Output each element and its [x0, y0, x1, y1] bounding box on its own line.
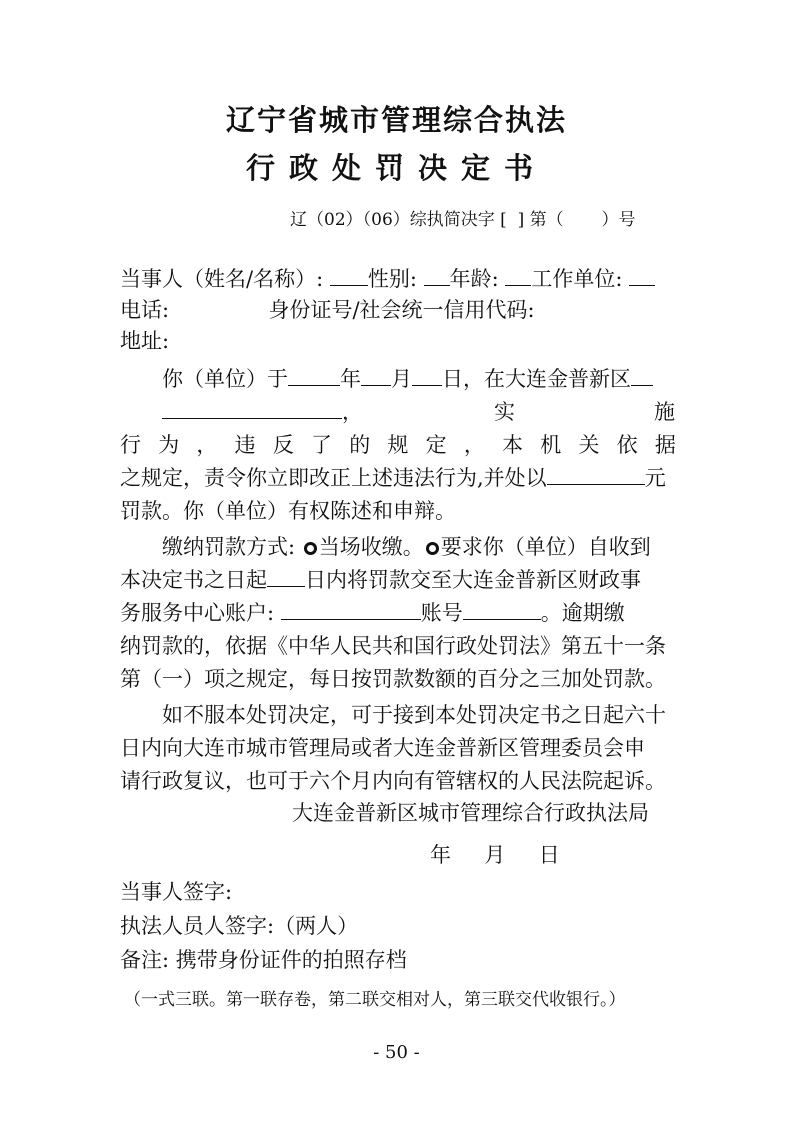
gender-field[interactable] [424, 284, 450, 286]
copies-note: （一式三联。第一联存卷，第二联交相对人，第三联交代收银行。） [124, 990, 626, 1010]
char: 的 [349, 433, 371, 457]
violation-line-4 [120, 463, 676, 495]
remark-line [120, 945, 676, 977]
text-you-unit: 你（单位）于 [162, 367, 288, 391]
party-name-field[interactable] [330, 284, 368, 286]
party-signature-label: 当事人签字: [120, 880, 233, 904]
party-name-label: 当事人（姓名/名称）: [120, 267, 324, 291]
document-title-line1: 辽宁省城市管理综合执法 [225, 103, 567, 137]
work-unit-field[interactable] [629, 284, 655, 286]
payment-line-3 [120, 598, 676, 630]
remark-text: 备注: 携带身份证件的拍照存档 [120, 948, 407, 972]
issuing-organization: 大连金普新区城市管理综合行政执法局 [292, 801, 649, 825]
text-pay-to: 日内将罚款交至大连金普新区财政事 [305, 568, 641, 592]
text-appeal-1: 如不服本处罚决定，可于接到本处罚决定书之日起六十 [162, 703, 666, 727]
char: 定 [425, 433, 447, 457]
text-day-location: 日，在大连金普新区 [442, 367, 631, 391]
age-label: 年龄: [449, 267, 499, 291]
text-from-date: 本决定书之日起 [120, 568, 267, 592]
month-field[interactable] [361, 384, 391, 386]
char: 本 [502, 433, 524, 457]
party-info-line [120, 264, 676, 296]
transfer-payment-radio[interactable] [426, 542, 439, 555]
onsite-payment-radio[interactable] [304, 542, 317, 555]
payment-line-2 [120, 565, 676, 597]
violation-line-2 [162, 397, 676, 429]
char: 依 [616, 433, 638, 457]
text-account-no: 账号 [420, 601, 463, 625]
char: 了 [311, 433, 333, 457]
location-field-cont[interactable] [162, 417, 342, 419]
officer-signature-line [120, 911, 676, 943]
text-onsite: 当场收缴。 [318, 535, 424, 559]
account-number-field[interactable] [463, 618, 541, 620]
char: 为 [158, 433, 180, 457]
char: 规 [387, 433, 409, 457]
text-appeal-3: 请行政复议，也可于六个月内向有管辖权的人民法院起诉。 [120, 769, 666, 793]
document-number: 辽（02）（06）综执简决字 [ ] 第（ ）号 [290, 210, 636, 230]
year-field[interactable] [288, 384, 340, 386]
text-law-reference: 纳罚款的，依据《中华人民共和国行政处罚法》第五十一条 [120, 634, 666, 658]
text-comma: ， [342, 400, 363, 424]
contact-line [120, 295, 676, 327]
day-field[interactable] [412, 384, 442, 386]
char: 据 [654, 433, 676, 457]
appeal-line-1 [162, 700, 676, 732]
appeal-line-3 [120, 766, 676, 798]
payment-line-1 [162, 532, 676, 564]
char: 违 [234, 433, 256, 457]
text-overdue: 。逾期缴 [540, 601, 625, 625]
gender-label: 性别: [367, 267, 417, 291]
issue-date: 年 月 日 [430, 843, 560, 867]
violation-line-5 [120, 496, 676, 528]
char: 机 [540, 433, 562, 457]
char: 关 [578, 433, 600, 457]
text-late-fee: 第（一）项之规定，每日按罚款数额的百分之三加处罚款。 [120, 667, 666, 691]
payment-line-4 [120, 631, 676, 663]
text-month: 月 [391, 367, 412, 391]
address-line [120, 326, 676, 358]
phone-label: 电话: [120, 298, 170, 322]
text-shi: 实 [494, 400, 515, 424]
age-field[interactable] [505, 284, 531, 286]
fine-amount-field[interactable] [547, 483, 645, 485]
text-appeal-2: 日内向大连市城市管理局或者大连金普新区管理委员会申 [120, 736, 645, 760]
party-signature-line [120, 877, 676, 909]
text-year: 年 [340, 367, 361, 391]
char: 行 [120, 433, 141, 457]
char: ， [463, 433, 485, 457]
page-number: - 50 - [373, 1042, 420, 1063]
id-number-label: 身份证号/社会统一信用代码: [268, 298, 535, 322]
location-field[interactable] [631, 384, 653, 386]
text-shi2: 施 [654, 400, 675, 424]
document-title-line2: 行政处罚决定书 [245, 151, 547, 185]
officer-signature-label: 执法人员人签字:（两人） [120, 914, 359, 938]
text-transfer: 要求你（单位）自收到 [440, 535, 651, 559]
violation-line-1 [162, 364, 676, 396]
payment-line-5 [120, 664, 676, 696]
text-yuan: 元 [644, 466, 666, 490]
days-field[interactable] [267, 585, 305, 587]
appeal-line-2 [120, 733, 676, 765]
account-field[interactable] [281, 618, 421, 620]
text-payment-method: 缴纳罚款方式: [162, 535, 296, 559]
text-right-to-defend: 罚款。你（单位）有权陈述和申辩。 [120, 499, 456, 523]
address-label: 地址: [120, 329, 170, 353]
text-account: 务服务中心账户: [120, 601, 275, 625]
work-unit-label: 工作单位: [531, 267, 623, 291]
char: ， [196, 433, 218, 457]
char: 反 [272, 433, 294, 457]
text-fine-order: 之规定，责令你立即改正上述违法行为,并处以 [120, 466, 547, 490]
violation-line-3 [120, 430, 676, 462]
